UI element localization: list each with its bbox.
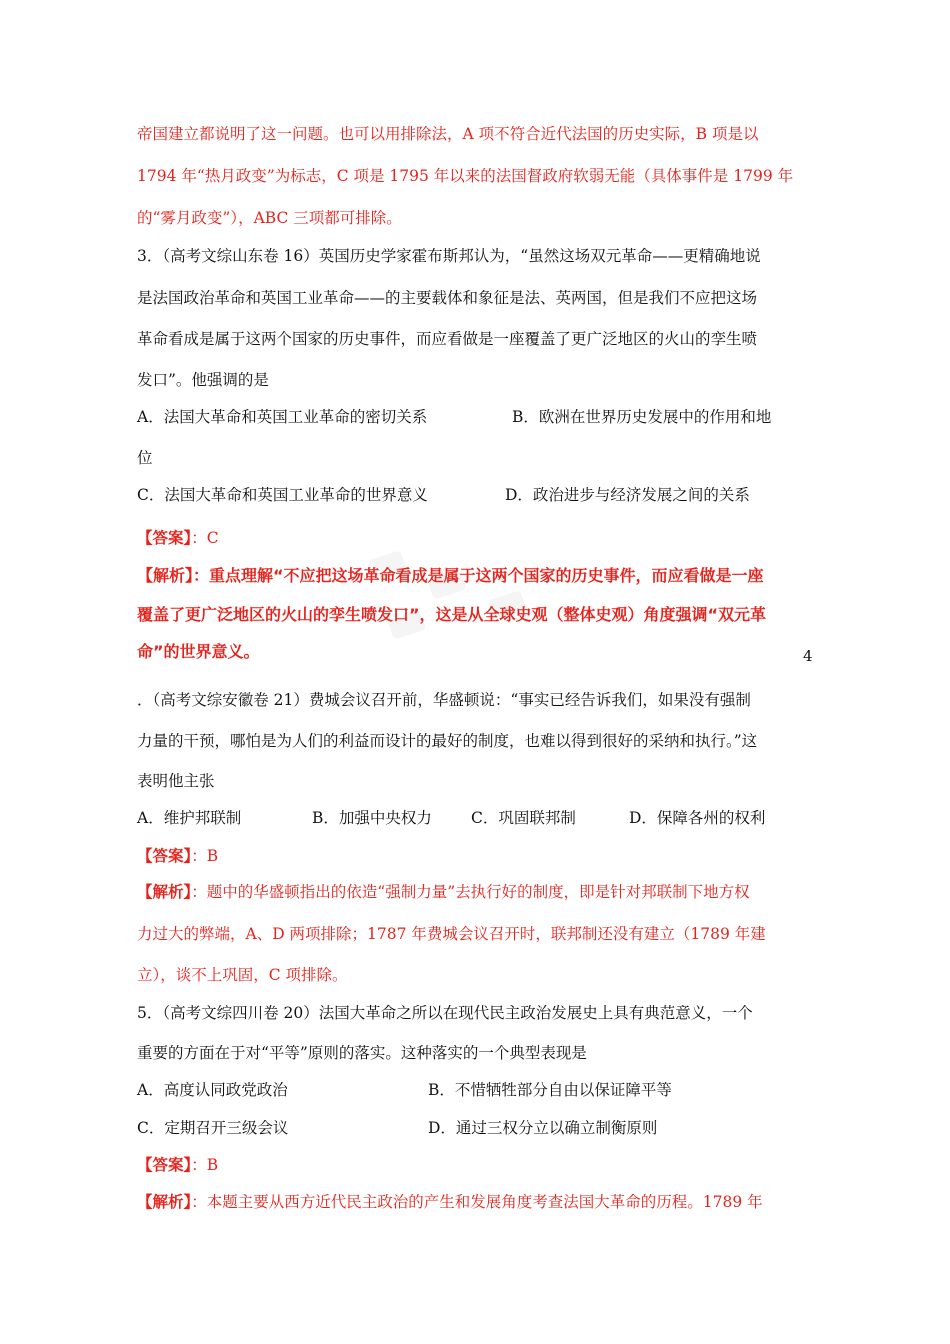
q5-analysis-line-1 <box>137 1192 817 1212</box>
q5-option-d: D．通过三权分立以确立制衡原则 <box>428 1119 658 1137</box>
q4-analysis-label: 【解析】 <box>137 883 192 901</box>
q4-option-b: B．加强中央权力 <box>312 809 432 827</box>
q3-option-c: C．法国大革命和英国工业革命的世界意义 <box>137 486 428 504</box>
q5-option-a: A．高度认同政党政治 <box>137 1081 288 1099</box>
q3-stem-line-1: 3．（高考文综山东卷 16）英国历史学家霍布斯邦认为，“虽然这场双元革命——更精确地说 <box>137 247 761 265</box>
q3-analysis-label: 【解析】 <box>137 566 194 585</box>
q4-option-d: D．保障各州的权利 <box>629 809 766 827</box>
q5-answer <box>137 1155 817 1175</box>
prev-analysis-line-3: 的“雾月政变”），ABC 三项都可排除。 <box>137 209 402 227</box>
q4-option-a: A．维护邦联制 <box>137 809 242 827</box>
q4-analysis-text-1: ：题中的华盛顿指出的依造“强制力量”去执行好的制度，即是针对邦联制下地方权 <box>191 883 750 901</box>
q4-analysis-line-2: 力过大的弊端，A、D 两项排除；1787 年费城会议召开时，联邦制还没有建立（1789 年建 <box>137 925 766 943</box>
watermark-logo-icon <box>360 545 540 655</box>
q3-stem-line-3: 革命看成是属于这两个国家的历史事件，而应看做是一座覆盖了更广泛地区的火山的孪生喷 <box>137 330 758 348</box>
q3-analysis-line-2: 覆盖了更广泛地区的火山的孪生喷发口”，这是从全球史观（整体史观）角度强调“双元革 <box>137 605 767 624</box>
prev-analysis-line-1: 帝国建立都说明了这一问题。也可以用排除法，A 项不符合近代法国的历史实际，B 项是以 <box>137 125 759 143</box>
q5-analysis-label: 【解析】 <box>137 1193 192 1211</box>
q4-analysis-line-1 <box>137 882 817 902</box>
q3-stem-line-2: 是法国政治革命和英国工业革命——的主要载体和象征是法、英两国，但是我们不应把这场 <box>137 289 758 307</box>
q5-option-b: B．不惜牺牲部分自由以保证障平等 <box>428 1081 672 1099</box>
q3-answer-label: 【答案】 <box>137 529 192 547</box>
q4-option-c: C．巩固联邦制 <box>471 809 576 827</box>
prev-analysis-line-2: 1794 年“热月政变”为标志，C 项是 1795 年以来的法国督政府软弱无能（具体事件是 1799 年 <box>137 167 794 185</box>
q5-answer-value: ：B <box>191 1156 219 1174</box>
q3-stem-line-4: 发口”。他强调的是 <box>137 371 269 389</box>
page-number: 4 <box>803 647 813 665</box>
q3-answer-value: ：C <box>191 529 219 547</box>
q4-answer <box>137 846 817 866</box>
q4-answer-label: 【答案】 <box>137 847 192 865</box>
q4-answer-value: ：B <box>191 847 219 865</box>
q3-analysis-text-1: ：重点理解“不应把这场革命看成是属于这两个国家的历史事件，而应看做是一座 <box>193 566 764 585</box>
q4-stem-line-3: 表明他主张 <box>137 772 215 790</box>
q3-option-b: B．欧洲在世界历史发展中的作用和地 <box>512 408 772 426</box>
q5-stem-line-2: 重要的方面在于对“平等”原则的落实。这种落实的一个典型表现是 <box>137 1044 587 1062</box>
q4-stem-line-1: ．（高考文综安徽卷 21）费城会议召开前，华盛顿说：“事实已经告诉我们，如果没有强制 <box>137 691 751 709</box>
q3-option-b-cont: 位 <box>137 449 153 467</box>
q5-answer-label: 【答案】 <box>137 1156 192 1174</box>
q4-stem-line-2: 力量的干预，哪怕是为人们的利益而设计的最好的制度，也难以得到很好的采纳和执行。”这 <box>137 732 758 750</box>
q5-analysis-text-1: ：本题主要从西方近代民主政治的产生和发展角度考查法国大革命的历程。1789 年 <box>191 1193 763 1211</box>
q3-analysis-line-3: 命”的世界意义。 <box>137 642 260 661</box>
q4-analysis-line-3: 立），谈不上巩固，C 项排除。 <box>137 966 348 984</box>
q5-stem-line-1: 5．（高考文综四川卷 20）法国大革命之所以在现代民主政治发展史上具有典范意义，一个 <box>137 1004 753 1022</box>
q3-option-a: A．法国大革命和英国工业革命的密切关系 <box>137 408 428 426</box>
q3-option-d: D．政治进步与经济发展之间的关系 <box>505 486 750 504</box>
q5-option-c: C．定期召开三级会议 <box>137 1119 289 1137</box>
